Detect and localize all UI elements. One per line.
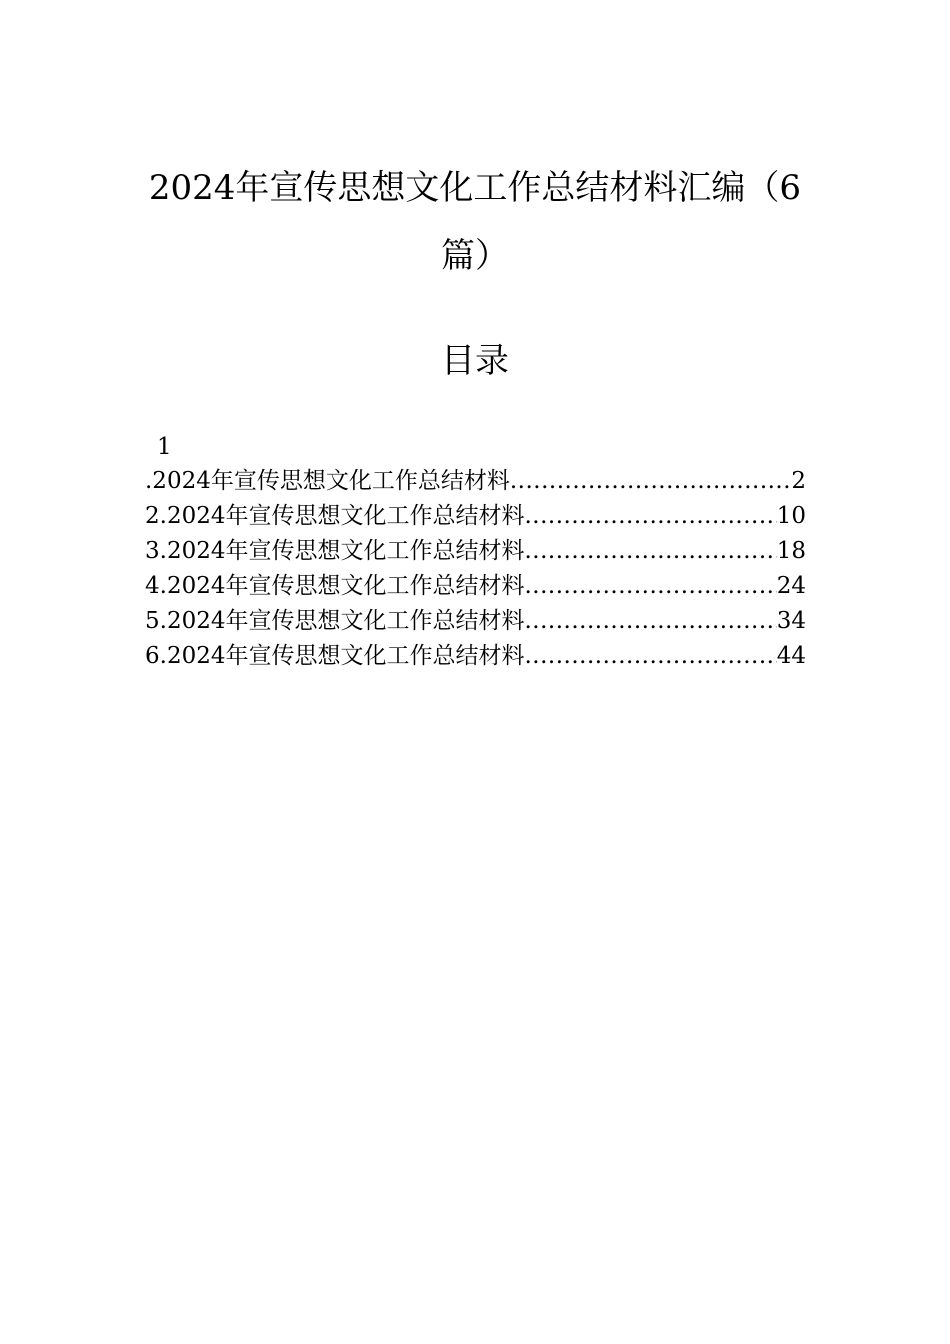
toc-entry[interactable] — [145, 569, 806, 604]
toc-dot-leader — [524, 499, 776, 534]
toc-entry[interactable] — [145, 639, 806, 674]
toc-dot-leader — [524, 569, 776, 604]
toc-entry[interactable] — [145, 534, 806, 569]
toc-entry-page: 18 — [776, 538, 806, 564]
toc-entry-title: 3.2024年宣传思想文化工作总结材料 — [145, 538, 525, 564]
toc-entry-title: 2.2024年宣传思想文化工作总结材料 — [145, 503, 525, 529]
document-title-line2: 篇） — [441, 236, 509, 276]
document-title — [130, 154, 820, 290]
toc-entry[interactable] — [145, 604, 806, 639]
toc-entry-title: .2024年宣传思想文化工作总结材料 — [145, 468, 510, 494]
toc-entry[interactable] — [145, 464, 806, 499]
toc-entry-number: 1 — [157, 434, 172, 460]
toc-entry-title: 4.2024年宣传思想文化工作总结材料 — [145, 573, 525, 599]
toc-entry-title: 5.2024年宣传思想文化工作总结材料 — [145, 608, 525, 634]
toc-dot-leader — [524, 639, 776, 674]
table-of-contents — [145, 430, 806, 674]
toc-entry-page: 10 — [776, 503, 806, 529]
toc-entry-page: 24 — [776, 573, 806, 599]
toc-heading: 目录 — [441, 341, 509, 381]
toc-dot-leader — [524, 604, 776, 639]
toc-entry-page: 2 — [791, 468, 806, 494]
toc-entry-page: 44 — [776, 643, 806, 669]
toc-entry-page: 34 — [776, 608, 806, 634]
toc-dot-leader — [510, 464, 792, 499]
toc-dot-leader — [524, 534, 776, 569]
toc-entry-title: 6.2024年宣传思想文化工作总结材料 — [145, 643, 525, 669]
document-title-line1: 2024年宣传思想文化工作总结材料汇编（6 — [148, 168, 802, 208]
toc-entry[interactable] — [145, 499, 806, 534]
